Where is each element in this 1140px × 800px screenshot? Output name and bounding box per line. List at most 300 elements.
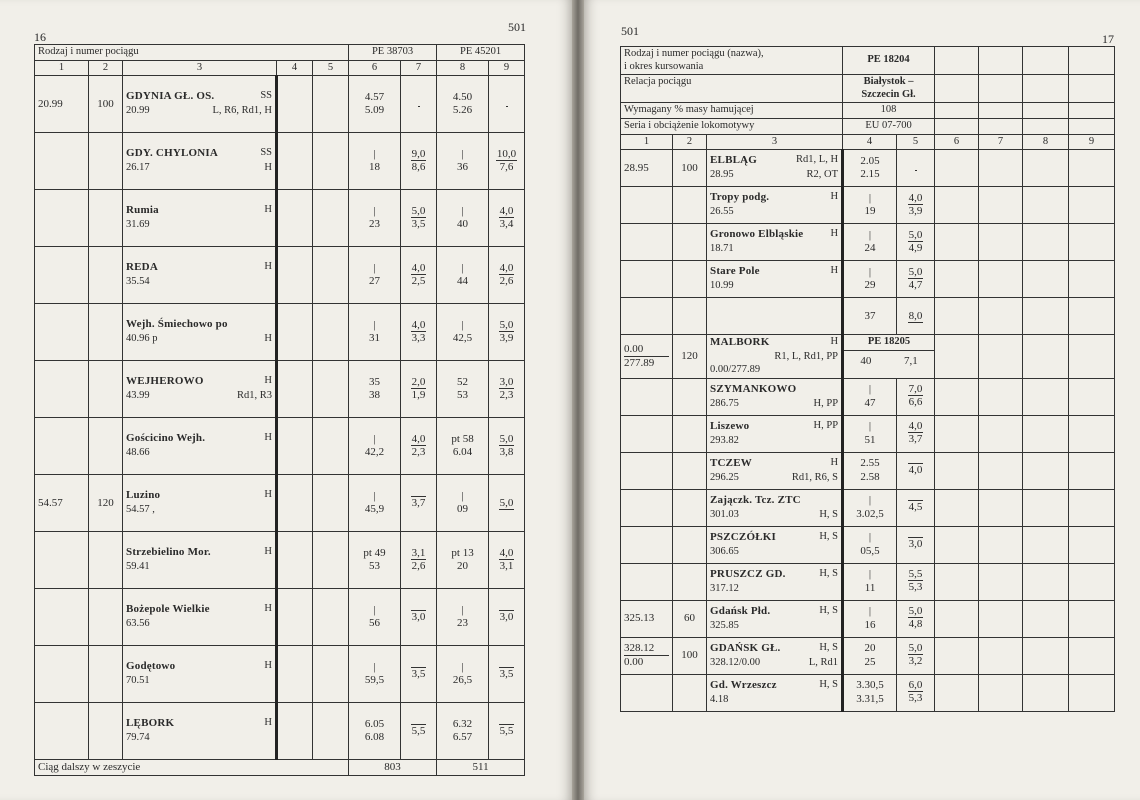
train2-run-bottom: 7,6 xyxy=(499,161,514,174)
speed-value: 120 xyxy=(97,496,114,509)
empty-cell xyxy=(313,304,349,361)
train1-time xyxy=(352,604,397,630)
km-value: 54.57 xyxy=(38,496,63,509)
speed-cell xyxy=(673,563,707,600)
train2-run-cell xyxy=(489,475,525,532)
train1-run-cell xyxy=(401,247,437,304)
train1-run-bottom: 3,3 xyxy=(411,332,426,345)
train2-time-cell xyxy=(437,646,489,703)
train-time-arr: | xyxy=(868,494,872,507)
station-code: H xyxy=(830,228,839,240)
empty-cell xyxy=(935,103,979,119)
train-run-cell xyxy=(897,674,935,711)
train2-run xyxy=(499,667,515,680)
speed-cell xyxy=(673,674,707,711)
train1-run-bottom: 3,7 xyxy=(411,497,426,510)
empty-cell xyxy=(1069,75,1115,103)
empty-cell xyxy=(1023,674,1069,711)
station-km: 328.12/0.00 xyxy=(710,656,761,668)
train-time-arr: | xyxy=(868,605,872,618)
empty-cell xyxy=(1023,118,1069,134)
km-cell xyxy=(35,76,89,133)
station-cell xyxy=(707,489,843,526)
station-cell xyxy=(123,247,277,304)
table-row xyxy=(35,589,525,646)
train2-run-top: 4,0 xyxy=(499,205,514,218)
empty-cell xyxy=(1069,489,1115,526)
right-timetable xyxy=(620,46,1115,712)
km-cell xyxy=(35,361,89,418)
table-row xyxy=(621,526,1115,563)
train2-run-bottom: 2,6 xyxy=(499,275,514,288)
speed-value: 100 xyxy=(681,648,698,661)
train-time-arr: | xyxy=(868,568,872,581)
empty-cell xyxy=(313,475,349,532)
empty-cell xyxy=(979,298,1023,335)
speed-cell xyxy=(89,589,123,646)
speed-cell xyxy=(673,452,707,489)
train-run-top: 4,0 xyxy=(908,420,923,433)
train2-time-dep: 20 xyxy=(457,560,469,573)
speed-cell xyxy=(89,361,123,418)
station-code: H xyxy=(264,546,272,558)
station-name: Gronowo Elbląskie xyxy=(710,228,804,241)
station-km: 40.96 p xyxy=(126,333,158,345)
train1-time-arr: | xyxy=(373,262,376,274)
empty-cell xyxy=(935,47,979,75)
table-row xyxy=(35,532,525,589)
train-time-arr: | xyxy=(868,228,872,241)
train2-time xyxy=(440,433,485,459)
empty-cell xyxy=(935,224,979,261)
train2-run-cell xyxy=(489,532,525,589)
empty-cell xyxy=(277,646,313,703)
empty-cell xyxy=(1023,563,1069,600)
train1-time-cell xyxy=(349,532,401,589)
train-time-dep: 16 xyxy=(864,618,876,631)
train1-run-bottom: 2,6 xyxy=(411,560,426,573)
train1-run-bottom: 2,3 xyxy=(411,446,426,459)
train1-time-cell xyxy=(349,703,401,760)
brake-percentage xyxy=(843,103,935,119)
table-row xyxy=(621,674,1115,711)
empty-cell xyxy=(979,526,1023,563)
train1-time xyxy=(352,718,397,744)
station-cell xyxy=(123,361,277,418)
km-cell xyxy=(35,190,89,247)
station-cell xyxy=(707,378,843,415)
station-cell xyxy=(123,703,277,760)
train2-run xyxy=(499,262,515,287)
empty-cell xyxy=(935,452,979,489)
station-name: GDY. CHYLONIA xyxy=(126,147,219,160)
train2-time xyxy=(440,547,485,573)
train1-run xyxy=(411,319,427,344)
train-time-cell xyxy=(843,600,897,637)
train-run-bottom: 4,0 xyxy=(908,464,923,477)
train1-run-bottom: 3,5 xyxy=(411,218,426,231)
train2-time-arr: pt 58 xyxy=(451,433,474,445)
empty-cell xyxy=(1023,261,1069,298)
train-time-cell xyxy=(843,674,897,711)
station-cell xyxy=(123,190,277,247)
empty-cell xyxy=(1023,298,1069,335)
train2-time-arr: pt 13 xyxy=(451,547,474,559)
column-number: 9 xyxy=(489,60,525,76)
train-time-cell xyxy=(843,224,897,261)
empty-cell xyxy=(277,589,313,646)
station-km: 293.82 xyxy=(710,434,739,446)
train-run-top: 6,0 xyxy=(908,679,923,692)
empty-cell xyxy=(935,526,979,563)
header-label xyxy=(621,103,843,119)
train-run-cell xyxy=(897,224,935,261)
column-number: 9 xyxy=(1069,134,1115,150)
station-name: Liszewo xyxy=(710,419,750,432)
station-cell xyxy=(123,475,277,532)
station-codes: R1, L, Rd1, PP xyxy=(774,351,839,363)
train-run xyxy=(908,229,924,254)
train1-run xyxy=(411,547,427,572)
empty-cell xyxy=(1069,298,1115,335)
column-number: 3 xyxy=(123,60,277,76)
train-time-arr: 37 xyxy=(864,309,876,322)
train1-time xyxy=(352,205,397,231)
train1-run xyxy=(411,496,427,509)
train-run-top: 4,0 xyxy=(908,192,923,205)
empty-cell xyxy=(1069,637,1115,674)
column-number: 6 xyxy=(349,60,401,76)
train1-run-cell xyxy=(401,304,437,361)
train1-run-cell xyxy=(401,703,437,760)
station-km: 63.56 xyxy=(126,618,150,630)
train-time-arr: 2.05 xyxy=(860,154,880,167)
empty-cell xyxy=(935,674,979,711)
train-run-top: 5,0 xyxy=(908,229,923,242)
train2-time-arr: | xyxy=(461,661,464,673)
km-cell xyxy=(621,415,673,452)
empty-cell xyxy=(313,190,349,247)
station-km: 31.69 xyxy=(126,219,150,231)
speed-cell xyxy=(89,76,123,133)
train1-run-cell xyxy=(401,475,437,532)
train1-time-arr: 4.57 xyxy=(364,91,385,103)
train-time xyxy=(847,568,893,594)
km-cell xyxy=(621,563,673,600)
train-time-dep: 3.02,5 xyxy=(856,507,884,520)
train1-time-cell xyxy=(349,361,401,418)
train-run-top: 8,0 xyxy=(908,309,923,322)
train-time-dep: 3.31,5 xyxy=(856,692,884,705)
column-number: 5 xyxy=(897,134,935,150)
empty-cell xyxy=(1023,489,1069,526)
speed-cell xyxy=(89,475,123,532)
speed-cell xyxy=(89,418,123,475)
train2-run xyxy=(499,610,515,623)
empty-cell xyxy=(935,150,979,187)
train-time-dep: 2.58 xyxy=(860,470,880,483)
station-name: GDAŃSK GŁ. xyxy=(710,641,781,654)
train1-time xyxy=(352,148,397,174)
station-km: 4.18 xyxy=(710,693,729,705)
train-time-arr: | xyxy=(868,420,872,433)
station-code: H, S xyxy=(819,530,839,542)
train1-run xyxy=(411,376,427,401)
station-cell xyxy=(123,532,277,589)
station-cell xyxy=(707,415,843,452)
station-name: MALBORK xyxy=(710,336,770,349)
empty-cell xyxy=(1023,452,1069,489)
empty-cell xyxy=(1023,47,1069,75)
train-run xyxy=(908,605,924,630)
train2-run xyxy=(499,497,515,510)
empty-cell xyxy=(979,150,1023,187)
empty-cell xyxy=(979,600,1023,637)
empty-cell xyxy=(313,133,349,190)
station-km: 48.66 xyxy=(126,447,150,459)
station-cell xyxy=(123,76,277,133)
train1-time-arr: pt 49 xyxy=(363,547,386,559)
train2-time-cell xyxy=(437,76,489,133)
train2-time-arr: | xyxy=(461,490,464,502)
speed-cell xyxy=(673,298,707,335)
empty-cell xyxy=(935,335,979,378)
train2-run xyxy=(499,205,515,230)
station-name: Strzebielino Mor. xyxy=(126,546,211,559)
km-value: 28.95 xyxy=(624,161,649,174)
train1-time-cell xyxy=(349,646,401,703)
table-row xyxy=(35,361,525,418)
train-run xyxy=(915,170,917,171)
train2-run-top: 4,0 xyxy=(499,547,514,560)
train1-run-cell xyxy=(401,418,437,475)
empty-cell xyxy=(1023,600,1069,637)
station-code: H xyxy=(264,603,272,615)
empty-cell xyxy=(935,75,979,103)
empty-cell xyxy=(1069,674,1115,711)
empty-cell xyxy=(1023,637,1069,674)
empty-cell xyxy=(979,187,1023,224)
speed-cell xyxy=(673,600,707,637)
km-cell xyxy=(35,646,89,703)
train1-run xyxy=(411,724,427,737)
empty-cell xyxy=(979,489,1023,526)
station-km: 286.75 xyxy=(710,397,739,409)
train1-time-cell xyxy=(349,133,401,190)
station-name: Tropy podg. xyxy=(710,191,770,204)
train-number xyxy=(843,47,935,75)
train-time-dep: 51 xyxy=(864,433,876,446)
station-name: WEJHEROWO xyxy=(126,375,204,388)
table-row xyxy=(35,76,525,133)
train1-run xyxy=(411,667,427,680)
train2-time-cell xyxy=(437,418,489,475)
station-name: TCZEW xyxy=(710,456,752,469)
train-run-cell xyxy=(897,489,935,526)
train-time xyxy=(847,679,893,705)
train1-time-dep: 18 xyxy=(369,161,381,174)
station-km: 59.41 xyxy=(126,561,150,573)
station-code: H xyxy=(264,261,272,273)
train2-time-cell xyxy=(437,133,489,190)
train2-run xyxy=(499,376,515,401)
train2-run-cell xyxy=(489,304,525,361)
station-cell xyxy=(123,133,277,190)
km-value-2: 277.89 xyxy=(624,356,655,369)
train1-time-arr: | xyxy=(373,604,376,616)
train2-run-bottom: 3,0 xyxy=(499,611,514,624)
train1-time-cell xyxy=(349,418,401,475)
table-row xyxy=(621,187,1115,224)
train-run xyxy=(908,537,924,550)
empty-cell xyxy=(1069,224,1115,261)
km-cell xyxy=(35,703,89,760)
train2-time-dep: 40 xyxy=(457,218,469,231)
train-time xyxy=(847,310,893,323)
train1-run-top: 3,1 xyxy=(411,547,426,560)
train-time-cell xyxy=(843,378,897,415)
km-cell xyxy=(35,247,89,304)
train-time xyxy=(847,266,893,292)
footer-value-2: 511 xyxy=(437,760,525,776)
train-time xyxy=(847,192,893,218)
train2-time xyxy=(440,148,485,174)
train1-time-cell xyxy=(349,589,401,646)
train1-run xyxy=(411,433,427,458)
table-row xyxy=(35,133,525,190)
train2-run-bottom: 3,4 xyxy=(499,218,514,231)
train-time-dep: 2.15 xyxy=(860,168,880,181)
km-cell xyxy=(621,150,673,187)
train2-run-top xyxy=(506,106,508,107)
train2-run-cell xyxy=(489,361,525,418)
column-number: 6 xyxy=(935,134,979,150)
train2-time xyxy=(440,718,485,744)
station-name: PRUSZCZ GD. xyxy=(710,567,786,580)
train1-time-dep: 23 xyxy=(369,218,381,231)
train1-run xyxy=(411,262,427,287)
station-code: H xyxy=(264,204,272,216)
empty-cell xyxy=(935,378,979,415)
second-train-number: PE 18205 xyxy=(844,335,934,351)
train-time xyxy=(847,383,893,409)
train-run xyxy=(908,383,924,408)
empty-cell xyxy=(979,335,1023,378)
footer-value-1: 803 xyxy=(349,760,437,776)
km-cell xyxy=(621,261,673,298)
train1-run-top xyxy=(418,106,420,107)
train-time-cell xyxy=(843,452,897,489)
station-km: 306.65 xyxy=(710,545,739,557)
train-run-top: 5,0 xyxy=(908,642,923,655)
station-codes: Rd1, R3 xyxy=(236,390,272,402)
empty-cell xyxy=(935,187,979,224)
train2-time-arr: | xyxy=(461,205,464,217)
table-row xyxy=(35,418,525,475)
train-run-bottom: 3,9 xyxy=(908,205,923,218)
station-code: H xyxy=(830,265,839,277)
train2-run-cell xyxy=(489,76,525,133)
train1-run xyxy=(411,148,427,173)
train2-run-top: 5,0 xyxy=(499,496,514,509)
train-time-dep: 29 xyxy=(864,279,876,292)
table-row xyxy=(35,304,525,361)
speed-cell xyxy=(89,304,123,361)
column-number: 4 xyxy=(843,134,897,150)
empty-cell xyxy=(935,489,979,526)
station-km: 317.12 xyxy=(710,582,739,594)
train-run-bottom: 4,7 xyxy=(908,279,923,292)
station-code: Rd1, L, H xyxy=(796,154,839,166)
train1-time-arr: | xyxy=(373,661,376,673)
train-time xyxy=(847,420,893,446)
empty-cell xyxy=(313,418,349,475)
train1-run xyxy=(411,610,427,623)
train1-run-cell xyxy=(401,133,437,190)
train-run-bottom: 6,6 xyxy=(908,396,923,409)
station-code: H, S xyxy=(819,567,839,579)
train1-run-cell xyxy=(401,190,437,247)
station-name: SZYMANKOWO xyxy=(710,382,797,395)
station-name: Wejh. Śmiechowo po xyxy=(126,318,228,331)
train2-run-cell xyxy=(489,190,525,247)
train2-time-cell xyxy=(437,532,489,589)
train-run-bottom: 3,2 xyxy=(908,655,923,668)
station-km: 18.71 xyxy=(710,243,734,255)
train-run xyxy=(908,500,924,513)
station-cell xyxy=(707,563,843,600)
empty-cell xyxy=(277,532,313,589)
train2-time-dep: 6.04 xyxy=(452,446,473,459)
table-row xyxy=(621,637,1115,674)
empty-cell xyxy=(1023,187,1069,224)
km-cell xyxy=(621,674,673,711)
train-run-value: 7,1 xyxy=(903,354,918,367)
km-cell xyxy=(621,637,673,674)
speed-value: 60 xyxy=(684,611,695,624)
train1-time-dep: 42,2 xyxy=(364,446,385,459)
train-time-arr: | xyxy=(868,191,872,204)
train2-time-arr: 6.32 xyxy=(452,718,473,730)
station-code: H xyxy=(264,375,272,387)
train-run-cell xyxy=(897,415,935,452)
train2-run xyxy=(496,148,517,173)
km-cell xyxy=(621,526,673,563)
column-number: 8 xyxy=(437,60,489,76)
empty-cell xyxy=(313,532,349,589)
train-number-line: PE 18204 xyxy=(867,54,910,66)
station-km: 79.74 xyxy=(126,732,150,744)
train1-time-dep: 6.08 xyxy=(364,731,385,744)
train-run-cell xyxy=(897,600,935,637)
train2-run-cell xyxy=(489,133,525,190)
table-row xyxy=(621,298,1115,335)
station-code: H xyxy=(264,717,272,729)
train-run-cell xyxy=(897,526,935,563)
station-codes: R2, OT xyxy=(806,169,839,181)
train2-time xyxy=(440,376,485,402)
train-run-bottom: 4,9 xyxy=(908,242,923,255)
train1-time-arr: | xyxy=(373,319,376,331)
train1-run-top: 2,0 xyxy=(411,376,426,389)
train1-run-bottom: 1,9 xyxy=(411,389,426,402)
train2-run-bottom: 3,1 xyxy=(499,560,514,573)
empty-cell xyxy=(935,600,979,637)
empty-cell xyxy=(979,415,1023,452)
speed-cell xyxy=(89,532,123,589)
station-cell xyxy=(707,674,843,711)
train2-time-cell xyxy=(437,361,489,418)
